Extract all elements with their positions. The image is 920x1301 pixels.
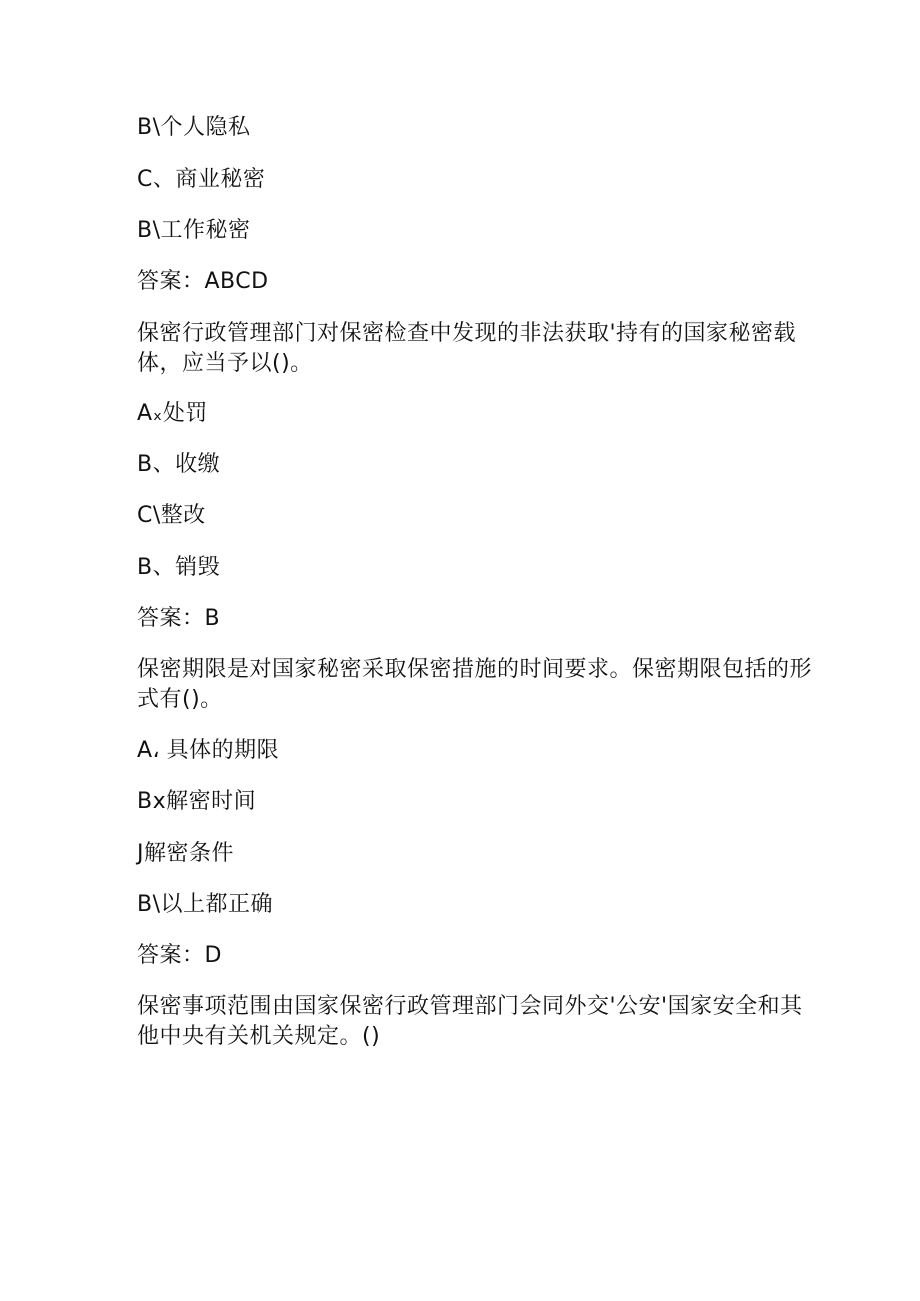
answer-line: 答案：ABCD bbox=[137, 269, 269, 294]
option-line: B\个人隐私 bbox=[137, 115, 251, 140]
option-line: B、收缴 bbox=[137, 452, 221, 477]
answer-line: 答案：D bbox=[137, 943, 222, 968]
option-line: C\整改 bbox=[137, 503, 206, 528]
option-line: C、商业秘密 bbox=[137, 167, 266, 192]
option-line: J解密条件 bbox=[137, 841, 234, 866]
answer-line: 答案：B bbox=[137, 606, 221, 631]
question-line: 保密行政管理部门对保密检查中发现的非法获取'持有的国家秘密载 bbox=[137, 321, 797, 346]
question-line: 保密事项范围由国家保密行政管理部门会同外交'公安'国家安全和其 bbox=[137, 994, 803, 1019]
question-line: 式有()。 bbox=[137, 687, 223, 712]
option-line: Aₓ处罚 bbox=[137, 401, 208, 426]
option-line: B\工作秘密 bbox=[137, 218, 251, 243]
question-line: 保密期限是对国家秘密采取保密措施的时间要求。保密期限包括的形 bbox=[137, 657, 813, 682]
option-line: B、销毁 bbox=[137, 555, 221, 580]
option-line: B\以上都正确 bbox=[137, 892, 274, 917]
option-line: A، 具体的期限 bbox=[137, 738, 280, 763]
option-line: Bx解密时间 bbox=[137, 789, 257, 814]
question-line: 他中央有关机关规定。() bbox=[137, 1024, 381, 1049]
question-line: 体，应当予以()。 bbox=[137, 351, 313, 376]
